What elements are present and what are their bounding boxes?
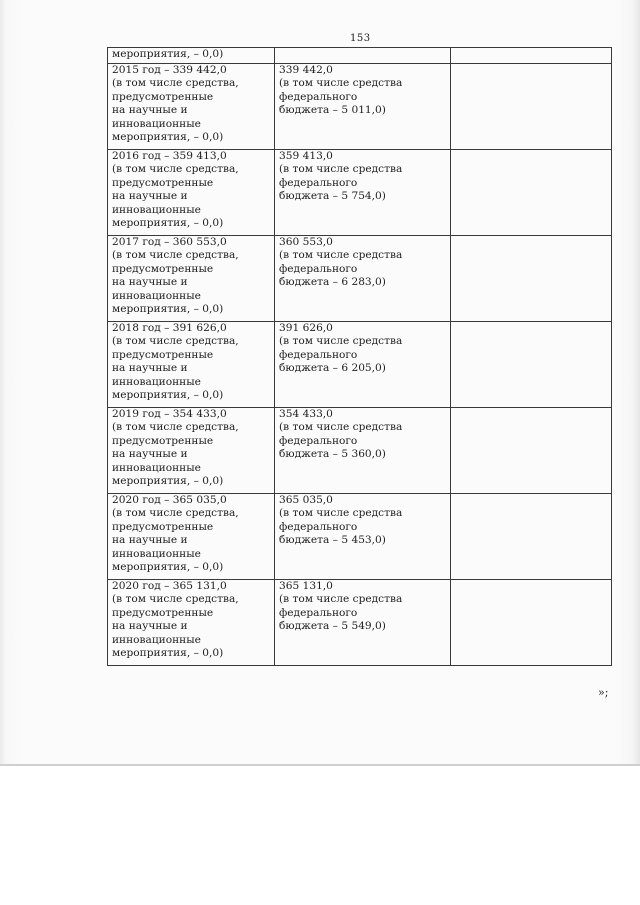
- table-cell-empty: [451, 150, 612, 236]
- cell-line: на научные и: [112, 620, 188, 633]
- cell-line: бюджета – 6 283,0): [279, 276, 386, 289]
- cell-line: мероприятия, – 0,0): [112, 389, 224, 402]
- cell-line: федерального: [279, 520, 358, 533]
- cell-line: предусмотренные: [112, 176, 214, 189]
- cell-line: предусмотренные: [112, 434, 214, 447]
- table-row: [108, 150, 612, 236]
- cell-line: (в том числе средства: [279, 593, 403, 606]
- cell-line: 339 442,0: [279, 64, 333, 76]
- cell-line: 365 131,0: [279, 580, 333, 592]
- cell-line: (в том числе средства,: [112, 593, 239, 606]
- cell-line: 2020 год – 365 035,0: [112, 494, 227, 506]
- cell-line: 2017 год – 360 553,0: [112, 236, 227, 248]
- cell-line: 2020 год – 365 131,0: [112, 580, 227, 592]
- cell-line: (в том числе средства: [279, 421, 403, 434]
- cell-line: 2016 год – 359 413,0: [112, 150, 227, 162]
- cell-line: (в том числе средства: [279, 335, 403, 348]
- table-row: [108, 580, 612, 666]
- cell-line: (в том числе средства,: [112, 249, 239, 262]
- cell-line: инновационные: [112, 203, 201, 216]
- cell-line: федерального: [279, 176, 358, 189]
- cell-line: (в том числе средства,: [112, 421, 239, 434]
- cell-line: бюджета – 5 453,0): [279, 534, 386, 547]
- table-cell-empty: [451, 64, 612, 150]
- cell-line: инновационные: [112, 117, 201, 130]
- cell-line: бюджета – 5 549,0): [279, 620, 386, 633]
- cell-line: бюджета – 6 205,0): [279, 362, 386, 375]
- cell-line: бюджета – 5 360,0): [279, 448, 386, 461]
- table-cell-period: [108, 150, 275, 236]
- cell-line: мероприятия, – 0,0): [112, 217, 224, 230]
- cell-line: 391 626,0: [279, 322, 333, 334]
- cell-line: мероприятия, – 0,0): [112, 303, 224, 316]
- cell-line: на научные и: [112, 190, 188, 203]
- cell-line: мероприятия, – 0,0): [112, 48, 224, 60]
- table-cell-empty: [451, 494, 612, 580]
- table-row: [108, 64, 612, 150]
- cell-line: федерального: [279, 262, 358, 275]
- funding-table: [107, 47, 612, 666]
- cell-line: 2018 год – 391 626,0: [112, 322, 227, 334]
- table-cell-period: [108, 48, 275, 64]
- cell-line: бюджета – 5 754,0): [279, 190, 386, 203]
- table-row: [108, 408, 612, 494]
- cell-line: (в том числе средства,: [112, 507, 239, 520]
- cell-line: на научные и: [112, 104, 188, 117]
- cell-line: (в том числе средства: [279, 77, 403, 90]
- cell-line: (в том числе средства: [279, 163, 403, 176]
- cell-line: (в том числе средства,: [112, 163, 239, 176]
- cell-line: предусмотренные: [112, 520, 214, 533]
- cell-line: на научные и: [112, 276, 188, 289]
- cell-line: инновационные: [112, 289, 201, 302]
- cell-line: (в том числе средства: [279, 249, 403, 262]
- cell-line: на научные и: [112, 362, 188, 375]
- cell-line: (в том числе средства,: [112, 77, 239, 90]
- table-cell-period: [108, 494, 275, 580]
- table-cell-amount: [275, 322, 451, 408]
- cell-line: федерального: [279, 434, 358, 447]
- closing-quote: »;: [598, 686, 609, 699]
- cell-line: мероприятия, – 0,0): [112, 475, 224, 488]
- table-row: [108, 494, 612, 580]
- cell-line: инновационные: [112, 461, 201, 474]
- table-cell-period: [108, 236, 275, 322]
- table-cell-period: [108, 322, 275, 408]
- cell-line: (в том числе средства,: [112, 335, 239, 348]
- table-cell-empty: [451, 236, 612, 322]
- cell-line: 360 553,0: [279, 236, 333, 248]
- cell-line: 365 035,0: [279, 494, 333, 506]
- table-cell-empty: [451, 580, 612, 666]
- cell-line: 2015 год – 339 442,0: [112, 64, 227, 76]
- cell-line: федерального: [279, 90, 358, 103]
- cell-line: (в том числе средства: [279, 507, 403, 520]
- cell-line: на научные и: [112, 448, 188, 461]
- table-cell-empty: [451, 408, 612, 494]
- table-row: [108, 48, 612, 64]
- cell-line: инновационные: [112, 633, 201, 646]
- table-row: [108, 322, 612, 408]
- cell-line: предусмотренные: [112, 262, 214, 275]
- table-cell-amount: [275, 408, 451, 494]
- cell-line: мероприятия, – 0,0): [112, 561, 224, 574]
- cell-line: предусмотренные: [112, 606, 214, 619]
- cell-line: инновационные: [112, 375, 201, 388]
- cell-line: мероприятия, – 0,0): [112, 131, 224, 144]
- table-cell-empty: [451, 322, 612, 408]
- cell-line: 359 413,0: [279, 150, 333, 162]
- cell-line: федерального: [279, 348, 358, 361]
- cell-line: на научные и: [112, 534, 188, 547]
- table-cell-amount: [275, 236, 451, 322]
- cell-line: федерального: [279, 606, 358, 619]
- cell-line: предусмотренные: [112, 90, 214, 103]
- cell-line: 2019 год – 354 433,0: [112, 408, 227, 420]
- cell-line: предусмотренные: [112, 348, 214, 361]
- table-cell-period: [108, 64, 275, 150]
- table-cell-period: [108, 408, 275, 494]
- cell-line: мероприятия, – 0,0): [112, 647, 224, 660]
- page-number: 153: [350, 33, 371, 44]
- cell-line: инновационные: [112, 547, 201, 560]
- cell-line: бюджета – 5 011,0): [279, 104, 386, 117]
- table-cell-amount: [275, 48, 451, 64]
- cell-line: 354 433,0: [279, 408, 333, 420]
- table-cell-period: [108, 580, 275, 666]
- table-cell-empty: [451, 48, 612, 64]
- table-row: [108, 236, 612, 322]
- table-cell-amount: [275, 150, 451, 236]
- table-cell-amount: [275, 64, 451, 150]
- table-cell-amount: [275, 494, 451, 580]
- table-cell-amount: [275, 580, 451, 666]
